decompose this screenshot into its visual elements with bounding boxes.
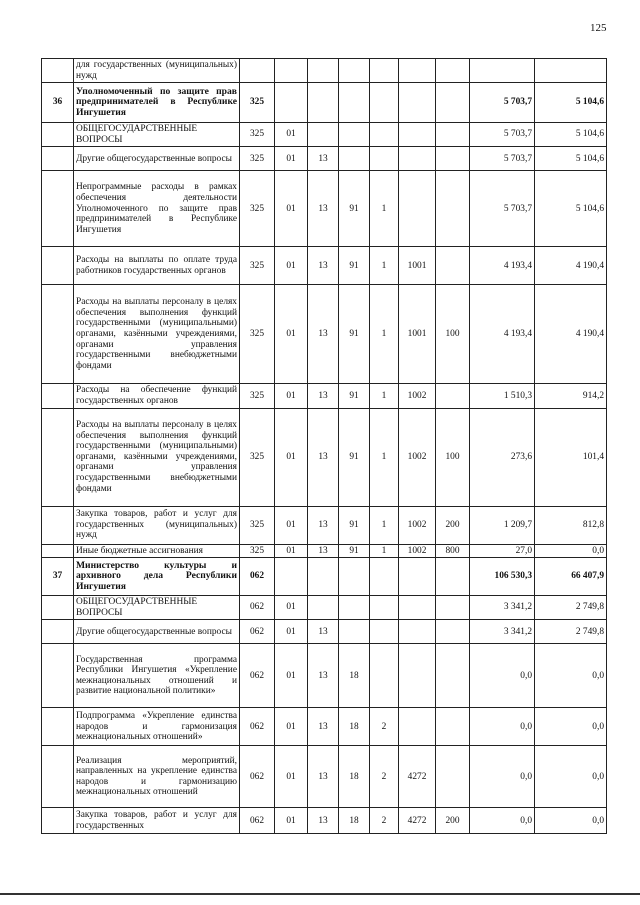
ministry-code-cell: 325 xyxy=(240,147,275,171)
direction-code-cell: 4272 xyxy=(399,746,436,808)
program-code-cell: 91 xyxy=(339,247,370,285)
table-row xyxy=(42,544,607,558)
planned-amount-cell: 0,0 xyxy=(470,644,535,708)
item-name-cell: ОБЩЕГОСУДАРСТВЕННЫЕ ВОПРОСЫ xyxy=(74,596,240,620)
expense-type-cell: 800 xyxy=(436,544,470,558)
planned-amount-cell: 0,0 xyxy=(470,746,535,808)
program-code-cell xyxy=(339,59,370,83)
expense-type-cell xyxy=(436,59,470,83)
executed-amount-cell: 4 190,4 xyxy=(535,247,607,285)
expense-type-cell: 100 xyxy=(436,408,470,506)
ministry-code-cell: 062 xyxy=(240,644,275,708)
subsection-code-cell: 13 xyxy=(308,544,339,558)
row-number-cell xyxy=(42,506,74,544)
section-code-cell: 01 xyxy=(275,147,308,171)
planned-amount-cell: 27,0 xyxy=(470,544,535,558)
expense-type-cell xyxy=(436,596,470,620)
row-number-cell: 36 xyxy=(42,83,74,123)
ministry-code-cell: 062 xyxy=(240,558,275,596)
table-row xyxy=(42,746,607,808)
expense-type-cell xyxy=(436,147,470,171)
expense-type-cell xyxy=(436,384,470,408)
executed-amount-cell xyxy=(535,59,607,83)
ministry-code-cell: 325 xyxy=(240,285,275,384)
subprogram-code-cell: 1 xyxy=(370,247,399,285)
table-row xyxy=(42,558,607,596)
expense-type-cell xyxy=(436,247,470,285)
subprogram-code-cell: 2 xyxy=(370,808,399,834)
program-code-cell xyxy=(339,596,370,620)
item-name-cell: Непрограммные расходы в рамках обеспечения деятельности Уполномоченного по защите прав предпринимателей в Республике Ингушетия xyxy=(74,171,240,247)
subprogram-code-cell: 1 xyxy=(370,384,399,408)
expense-type-cell xyxy=(436,83,470,123)
program-code-cell xyxy=(339,147,370,171)
item-name-cell: Иные бюджетные ассигнования xyxy=(74,544,240,558)
program-code-cell: 91 xyxy=(339,285,370,384)
item-name-cell: Другие общегосударственные вопросы xyxy=(74,620,240,644)
direction-code-cell xyxy=(399,83,436,123)
section-code-cell: 01 xyxy=(275,171,308,247)
planned-amount-cell: 3 341,2 xyxy=(470,596,535,620)
direction-code-cell: 1002 xyxy=(399,408,436,506)
direction-code-cell xyxy=(399,123,436,147)
row-number-cell xyxy=(42,644,74,708)
subsection-code-cell: 13 xyxy=(308,746,339,808)
row-number-cell xyxy=(42,247,74,285)
section-code-cell: 01 xyxy=(275,285,308,384)
subprogram-code-cell xyxy=(370,147,399,171)
table-row xyxy=(42,171,607,247)
subsection-code-cell: 13 xyxy=(308,644,339,708)
subsection-code-cell xyxy=(308,558,339,596)
budget-table xyxy=(41,58,607,834)
item-name-cell: Расходы на выплаты по оплате труда работников государственных органов xyxy=(74,247,240,285)
ministry-code-cell: 325 xyxy=(240,384,275,408)
ministry-code-cell: 062 xyxy=(240,746,275,808)
program-code-cell: 91 xyxy=(339,171,370,247)
row-number-cell xyxy=(42,171,74,247)
direction-code-cell: 1002 xyxy=(399,506,436,544)
ministry-code-cell: 062 xyxy=(240,808,275,834)
executed-amount-cell: 5 104,6 xyxy=(535,171,607,247)
table-row xyxy=(42,123,607,147)
row-number-cell xyxy=(42,285,74,384)
item-name-cell: Расходы на обеспечение функций государственных органов xyxy=(74,384,240,408)
row-number-cell xyxy=(42,147,74,171)
subsection-code-cell xyxy=(308,596,339,620)
item-name-cell: Расходы на выплаты персоналу в целях обеспечения выполнения функций государственными (муниципальными) органами, казёнными учреждениями, органами управления государственными внебюджетными фондами xyxy=(74,285,240,384)
table-row xyxy=(42,384,607,408)
section-code-cell xyxy=(275,83,308,123)
planned-amount-cell: 106 530,3 xyxy=(470,558,535,596)
section-code-cell: 01 xyxy=(275,247,308,285)
executed-amount-cell: 0,0 xyxy=(535,746,607,808)
row-number-cell xyxy=(42,746,74,808)
subprogram-code-cell xyxy=(370,620,399,644)
planned-amount-cell: 4 193,4 xyxy=(470,285,535,384)
planned-amount-cell xyxy=(470,59,535,83)
expense-type-cell xyxy=(436,644,470,708)
subprogram-code-cell xyxy=(370,59,399,83)
row-number-cell xyxy=(42,708,74,746)
direction-code-cell: 4272 xyxy=(399,808,436,834)
ministry-code-cell: 062 xyxy=(240,620,275,644)
row-number-cell xyxy=(42,544,74,558)
program-code-cell xyxy=(339,558,370,596)
subsection-code-cell: 13 xyxy=(308,506,339,544)
ministry-code-cell: 325 xyxy=(240,544,275,558)
subprogram-code-cell xyxy=(370,558,399,596)
item-name-cell: Закупка товаров, работ и услуг для государственных xyxy=(74,808,240,834)
table-row xyxy=(42,59,607,83)
direction-code-cell xyxy=(399,596,436,620)
ministry-code-cell: 325 xyxy=(240,247,275,285)
planned-amount-cell: 5 703,7 xyxy=(470,147,535,171)
subprogram-code-cell: 2 xyxy=(370,746,399,808)
planned-amount-cell: 1 510,3 xyxy=(470,384,535,408)
ministry-code-cell: 325 xyxy=(240,408,275,506)
program-code-cell: 91 xyxy=(339,408,370,506)
direction-code-cell xyxy=(399,558,436,596)
expense-type-cell xyxy=(436,708,470,746)
planned-amount-cell: 5 703,7 xyxy=(470,83,535,123)
section-code-cell: 01 xyxy=(275,408,308,506)
ministry-code-cell: 062 xyxy=(240,708,275,746)
subprogram-code-cell xyxy=(370,644,399,708)
expense-type-cell: 200 xyxy=(436,808,470,834)
table-row xyxy=(42,83,607,123)
ministry-code-cell: 062 xyxy=(240,596,275,620)
planned-amount-cell: 4 193,4 xyxy=(470,247,535,285)
row-number-cell xyxy=(42,808,74,834)
section-code-cell: 01 xyxy=(275,384,308,408)
item-name-cell: ОБЩЕГОСУДАРСТВЕННЫЕ ВОПРОСЫ xyxy=(74,123,240,147)
executed-amount-cell: 2 749,8 xyxy=(535,620,607,644)
ministry-code-cell: 325 xyxy=(240,171,275,247)
row-number-cell xyxy=(42,59,74,83)
planned-amount-cell: 0,0 xyxy=(470,808,535,834)
section-code-cell: 01 xyxy=(275,596,308,620)
section-code-cell: 01 xyxy=(275,544,308,558)
executed-amount-cell: 2 749,8 xyxy=(535,596,607,620)
item-name-cell: Расходы на выплаты персоналу в целях обеспечения выполнения функций государственными (муниципальными) органами, казёнными учреждениями, органами управления государственными внебюджетными фондами xyxy=(74,408,240,506)
executed-amount-cell: 5 104,6 xyxy=(535,83,607,123)
expense-type-cell xyxy=(436,746,470,808)
table-row xyxy=(42,644,607,708)
program-code-cell xyxy=(339,620,370,644)
section-code-cell: 01 xyxy=(275,644,308,708)
executed-amount-cell: 812,8 xyxy=(535,506,607,544)
table-row xyxy=(42,285,607,384)
direction-code-cell xyxy=(399,59,436,83)
program-code-cell: 18 xyxy=(339,746,370,808)
direction-code-cell xyxy=(399,171,436,247)
program-code-cell: 18 xyxy=(339,808,370,834)
direction-code-cell xyxy=(399,644,436,708)
direction-code-cell: 1001 xyxy=(399,247,436,285)
program-code-cell: 18 xyxy=(339,644,370,708)
item-name-cell: Подпрограмма «Укрепление единства народов и гармонизация межнациональных отношений» xyxy=(74,708,240,746)
section-code-cell: 01 xyxy=(275,708,308,746)
executed-amount-cell: 4 190,4 xyxy=(535,285,607,384)
section-code-cell xyxy=(275,59,308,83)
table-row xyxy=(42,708,607,746)
item-name-cell: Реализация мероприятий, направленных на укрепление единства народов и гармонизацию межнациональных отношений xyxy=(74,746,240,808)
direction-code-cell xyxy=(399,708,436,746)
table-row xyxy=(42,247,607,285)
subprogram-code-cell: 1 xyxy=(370,285,399,384)
item-name-cell: Уполномоченный по защите прав предпринимателей в Республике Ингушетия xyxy=(74,83,240,123)
expense-type-cell: 100 xyxy=(436,285,470,384)
program-code-cell: 91 xyxy=(339,544,370,558)
table-row xyxy=(42,808,607,834)
section-code-cell: 01 xyxy=(275,808,308,834)
subsection-code-cell: 13 xyxy=(308,408,339,506)
planned-amount-cell: 5 703,7 xyxy=(470,123,535,147)
subprogram-code-cell xyxy=(370,123,399,147)
executed-amount-cell: 0,0 xyxy=(535,544,607,558)
executed-amount-cell: 0,0 xyxy=(535,644,607,708)
planned-amount-cell: 3 341,2 xyxy=(470,620,535,644)
bottom-divider xyxy=(0,893,640,895)
table-row xyxy=(42,620,607,644)
section-code-cell: 01 xyxy=(275,620,308,644)
direction-code-cell xyxy=(399,620,436,644)
subsection-code-cell: 13 xyxy=(308,808,339,834)
direction-code-cell xyxy=(399,147,436,171)
program-code-cell xyxy=(339,83,370,123)
table-row xyxy=(42,147,607,171)
section-code-cell: 01 xyxy=(275,506,308,544)
program-code-cell xyxy=(339,123,370,147)
executed-amount-cell: 5 104,6 xyxy=(535,147,607,171)
ministry-code-cell: 325 xyxy=(240,506,275,544)
ministry-code-cell: 325 xyxy=(240,83,275,123)
row-number-cell xyxy=(42,596,74,620)
subsection-code-cell xyxy=(308,83,339,123)
row-number-cell xyxy=(42,384,74,408)
subsection-code-cell: 13 xyxy=(308,285,339,384)
executed-amount-cell: 66 407,9 xyxy=(535,558,607,596)
row-number-cell xyxy=(42,408,74,506)
row-number-cell xyxy=(42,123,74,147)
subprogram-code-cell: 1 xyxy=(370,544,399,558)
expense-type-cell xyxy=(436,123,470,147)
item-name-cell: для государственных (муниципальных) нужд xyxy=(74,59,240,83)
subprogram-code-cell: 2 xyxy=(370,708,399,746)
table-row xyxy=(42,596,607,620)
expense-type-cell xyxy=(436,558,470,596)
page-number: 125 xyxy=(590,22,607,34)
subsection-code-cell: 13 xyxy=(308,147,339,171)
direction-code-cell: 1001 xyxy=(399,285,436,384)
executed-amount-cell: 0,0 xyxy=(535,708,607,746)
expense-type-cell: 200 xyxy=(436,506,470,544)
planned-amount-cell: 1 209,7 xyxy=(470,506,535,544)
subsection-code-cell xyxy=(308,123,339,147)
subprogram-code-cell: 1 xyxy=(370,171,399,247)
row-number-cell xyxy=(42,620,74,644)
planned-amount-cell: 273,6 xyxy=(470,408,535,506)
subsection-code-cell: 13 xyxy=(308,620,339,644)
subprogram-code-cell xyxy=(370,83,399,123)
executed-amount-cell: 101,4 xyxy=(535,408,607,506)
subsection-code-cell: 13 xyxy=(308,247,339,285)
table-row xyxy=(42,506,607,544)
subsection-code-cell xyxy=(308,59,339,83)
row-number-cell: 37 xyxy=(42,558,74,596)
section-code-cell xyxy=(275,558,308,596)
planned-amount-cell: 0,0 xyxy=(470,708,535,746)
subsection-code-cell: 13 xyxy=(308,708,339,746)
subprogram-code-cell: 1 xyxy=(370,506,399,544)
expense-type-cell xyxy=(436,171,470,247)
section-code-cell: 01 xyxy=(275,746,308,808)
item-name-cell: Другие общегосударственные вопросы xyxy=(74,147,240,171)
program-code-cell: 91 xyxy=(339,506,370,544)
planned-amount-cell: 5 703,7 xyxy=(470,171,535,247)
subprogram-code-cell xyxy=(370,596,399,620)
table-body xyxy=(42,59,607,834)
direction-code-cell: 1002 xyxy=(399,544,436,558)
subprogram-code-cell: 1 xyxy=(370,408,399,506)
direction-code-cell: 1002 xyxy=(399,384,436,408)
expense-type-cell xyxy=(436,620,470,644)
subsection-code-cell: 13 xyxy=(308,171,339,247)
executed-amount-cell: 0,0 xyxy=(535,808,607,834)
table-row xyxy=(42,408,607,506)
program-code-cell: 91 xyxy=(339,384,370,408)
program-code-cell: 18 xyxy=(339,708,370,746)
ministry-code-cell xyxy=(240,59,275,83)
item-name-cell: Министерство культуры и архивного дела Республики Ингушетия xyxy=(74,558,240,596)
item-name-cell: Закупка товаров, работ и услуг для государственных (муниципальных) нужд xyxy=(74,506,240,544)
item-name-cell: Государственная программа Республики Ингушетия «Укрепление межнациональных отношений и развитие национальной политики» xyxy=(74,644,240,708)
executed-amount-cell: 5 104,6 xyxy=(535,123,607,147)
executed-amount-cell: 914,2 xyxy=(535,384,607,408)
ministry-code-cell: 325 xyxy=(240,123,275,147)
section-code-cell: 01 xyxy=(275,123,308,147)
subsection-code-cell: 13 xyxy=(308,384,339,408)
